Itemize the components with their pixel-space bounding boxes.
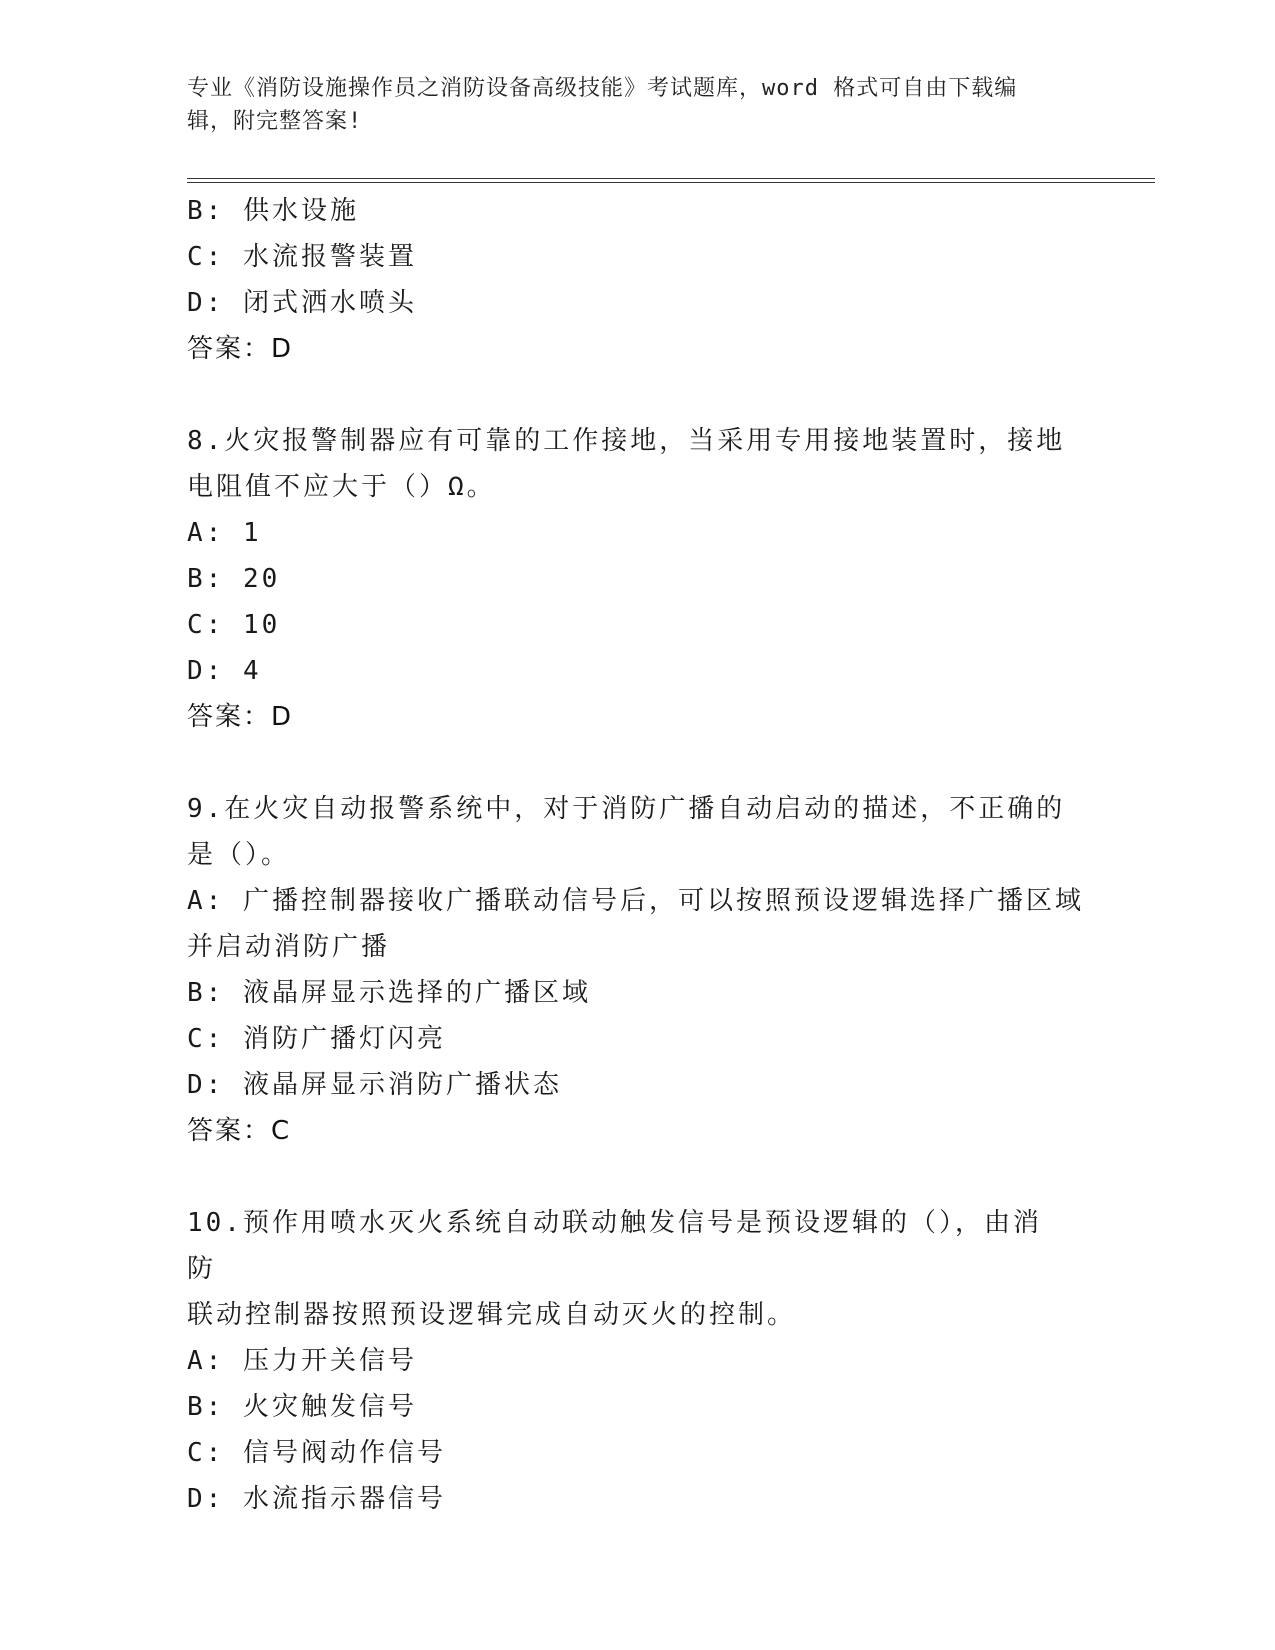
option-c [187, 602, 1087, 648]
question-stem-line-2: 电阻值不应大于（）Ω。 [187, 472, 496, 502]
option-label: D: [187, 656, 225, 686]
answer-line: 答案：D [187, 702, 294, 732]
option-a [187, 510, 1087, 556]
option-b [187, 970, 1087, 1016]
question-stem-line-2: 联动控制器按照预设逻辑完成自动灭火的控制。 [187, 1300, 797, 1330]
option-label: B: [187, 196, 225, 226]
question-stem-line-2: 是（）。 [187, 840, 291, 870]
option-label: A: [187, 886, 225, 916]
option-label: A: [187, 518, 225, 548]
answer-line: 答案：C [187, 1116, 292, 1146]
question-9 [187, 786, 1087, 1154]
option-text: 水流指示器信号 [242, 1484, 446, 1514]
option-label: D: [187, 1484, 225, 1514]
header-divider [187, 178, 1155, 183]
option-text: 10 [242, 610, 281, 640]
option-label: B: [187, 1392, 225, 1422]
answer-line: 答案：D [187, 334, 294, 364]
option-label: C: [187, 610, 225, 640]
question-stem-line-1: 9.在火灾自动报警系统中，对于消防广播自动启动的描述，不正确的 [187, 794, 1066, 824]
option-label: B: [187, 564, 225, 594]
option-text: 供水设施 [242, 196, 359, 226]
question-10 [187, 1200, 1087, 1522]
option-text: 20 [242, 564, 281, 594]
option-text: 火灾触发信号 [242, 1392, 417, 1422]
option-text: 消防广播灯闪亮 [242, 1024, 446, 1054]
option-b [187, 556, 1087, 602]
option-text: 液晶屏显示选择的广播区域 [242, 978, 591, 1008]
option-label: C: [187, 1438, 225, 1468]
option-b [187, 188, 1087, 234]
header-line-2: 辑，附完整答案! [187, 109, 363, 134]
option-c [187, 1016, 1087, 1062]
option-text: 闭式洒水喷头 [242, 288, 417, 318]
option-a [187, 1338, 1087, 1384]
option-text: 压力开关信号 [242, 1346, 417, 1376]
option-label: B: [187, 978, 225, 1008]
option-d [187, 648, 1087, 694]
question-stem-line-1: 8.火灾报警制器应有可靠的工作接地，当采用专用接地装置时，接地 [187, 426, 1066, 456]
option-text: 4 [242, 656, 262, 686]
option-text: 液晶屏显示消防广播状态 [242, 1070, 562, 1100]
page-header [187, 72, 1087, 138]
question-8 [187, 418, 1087, 740]
option-d [187, 1062, 1087, 1108]
question-list [187, 188, 1087, 1522]
header-line-1: 专业《消防设施操作员之消防设备高级技能》考试题库，word 格式可自由下载编 [187, 76, 1018, 101]
option-label: A: [187, 1346, 225, 1376]
option-text: 水流报警装置 [242, 242, 417, 272]
option-label: D: [187, 1070, 225, 1100]
option-label: C: [187, 1024, 225, 1054]
option-label: C: [187, 242, 225, 272]
option-c [187, 1430, 1087, 1476]
option-a-continuation: 并启动消防广播 [187, 932, 391, 962]
option-d [187, 280, 1087, 326]
option-d [187, 1476, 1087, 1522]
option-text: 1 [242, 518, 262, 548]
option-a [187, 878, 1087, 924]
option-c [187, 234, 1087, 280]
question-7-tail [187, 188, 1087, 372]
question-stem-line-1: 10.预作用喷水灭火系统自动联动触发信号是预设逻辑的（），由消防 [187, 1208, 1042, 1284]
option-text: 信号阀动作信号 [242, 1438, 446, 1468]
option-label: D: [187, 288, 225, 318]
option-text: 广播控制器接收广播联动信号后，可以按照预设逻辑选择广播区域 [242, 886, 1084, 916]
option-b [187, 1384, 1087, 1430]
